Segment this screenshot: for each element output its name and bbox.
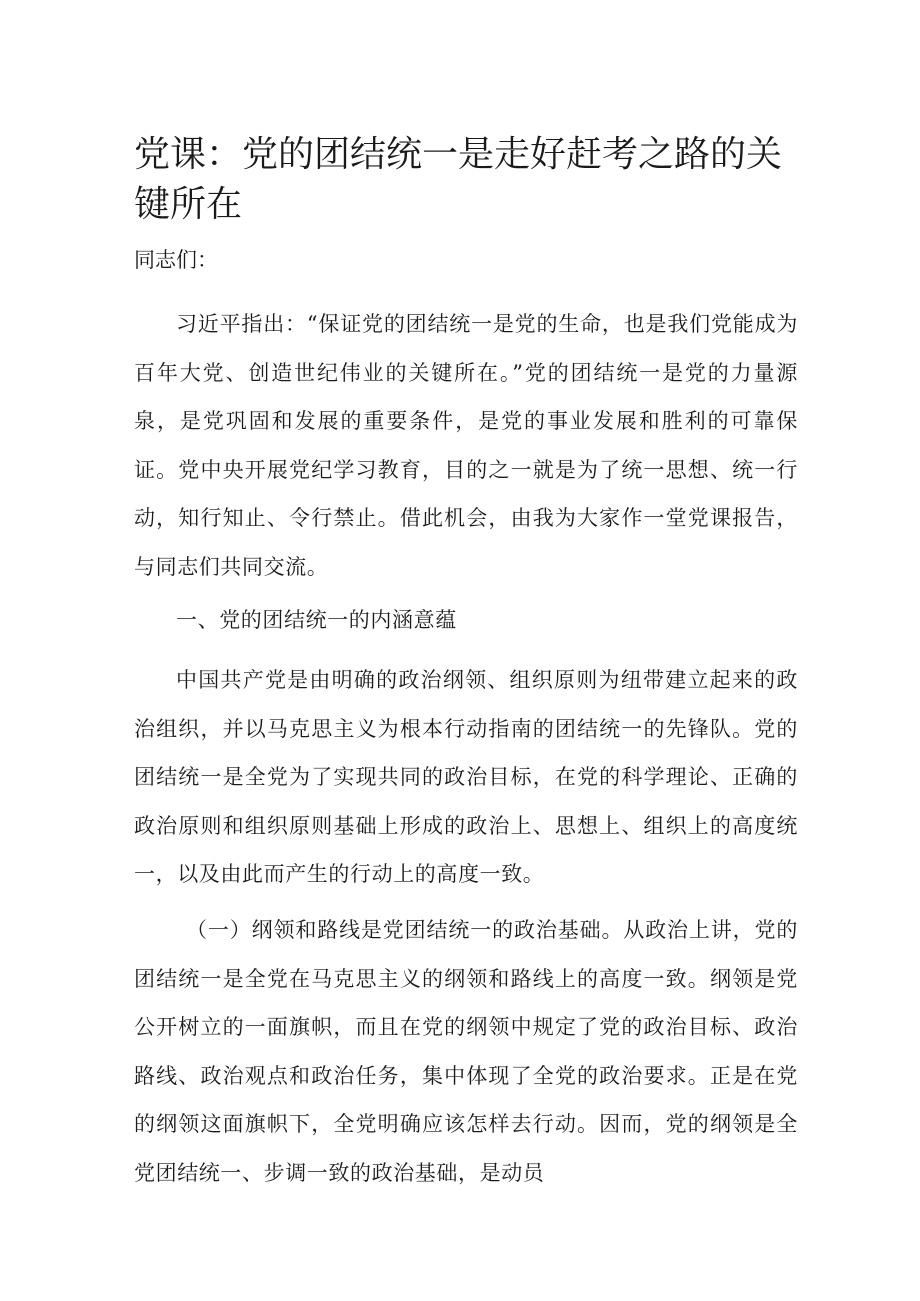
- section-heading: 一、党的团结统一的内涵意蕴: [176, 608, 457, 632]
- intro-paragraph: 习近平指出：“保证党的团结统一是党的生命，也是我们党能成为百年大党、创造世纪伟业的关键所在。”党的团结统一是党的力量源泉，是党巩固和发展的重要条件，是党的事业发展和胜利的可靠保证。党中央开展党纪学习教育，目的之一就是为了统一思想、统一行动，知行知止、令行禁止。借此机会，由我为大家作一堂党课报告，与同志们共同交流。: [134, 312, 798, 579]
- document-title: 党课：党的团结统一是走好赶考之路的关键所在: [134, 134, 783, 225]
- body-paragraph: 中国共产党是由明确的政治纲领、组织原则为纽带建立起来的政治组织，并以马克思主义为根本行动指南的团结统一的先锋队。党的团结统一是全党为了实现共同的政治目标，在党的科学理论、正确的政治原则和组织原则基础上形成的政治上、思想上、组织上的高度统一，以及由此而产生的行动上的高度一致。: [134, 668, 798, 886]
- subsection-paragraph: （一）纲领和路线是党团结统一的政治基础。从政治上讲，党的团结统一是全党在马克思主义的纲领和路线上的高度一致。纲领是党公开树立的一面旗帜，而且在党的纲领中规定了党的政治目标、政治路线、政治观点和政治任务，集中体现了全党的政治要求。正是在党的纲领这面旗帜下，全党明确应该怎样去行动。因而，党的纲领是全党团结统一、步调一致的政治基础，是动员: [134, 918, 798, 1185]
- salutation: 同志们：: [134, 248, 218, 272]
